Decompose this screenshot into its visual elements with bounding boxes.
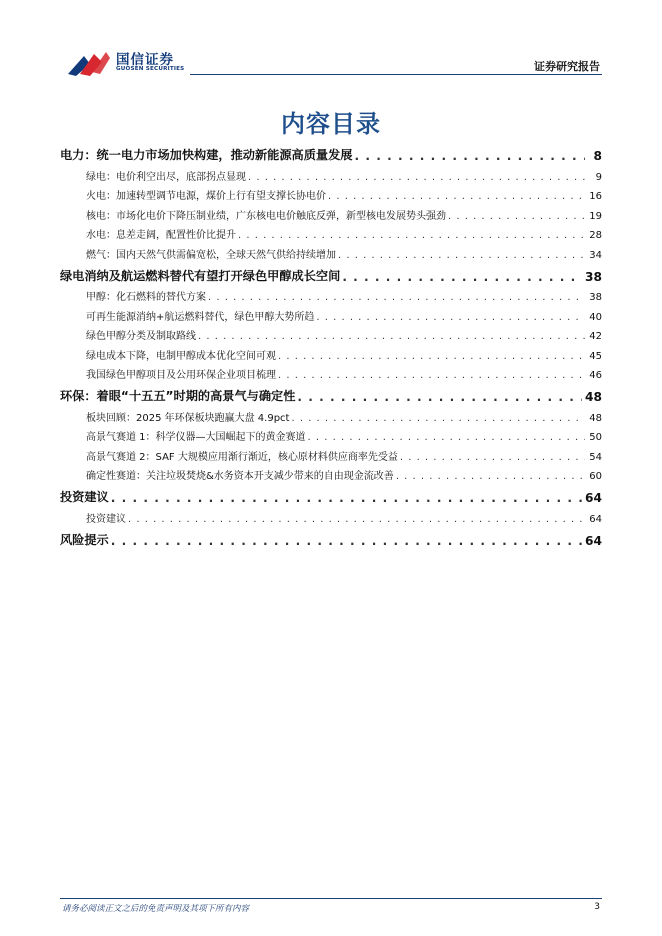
toc-dot-leader — [297, 390, 582, 404]
toc-dot-leader — [278, 351, 585, 362]
toc-entry-title: 电力：统一电力市场加快构建，推动新能源高质量发展 — [60, 148, 353, 162]
toc-entry-title: 板块回顾：2025 年环保板块跑赢大盘 4.9pct — [86, 412, 290, 424]
toc-entry-page: 19 — [589, 210, 602, 222]
toc-subsection[interactable] — [60, 424, 602, 444]
toc-dot-leader — [238, 230, 585, 241]
toc-entry-title: 水电：息差走阔，配置性价比提升 — [86, 230, 236, 241]
toc-entry-title: 我国绿色甲醇项目及公用环保企业项目梳理 — [86, 370, 276, 381]
toc-entry-page: 64 — [585, 491, 602, 505]
toc-entry-page: 8 — [593, 149, 602, 163]
toc-entry-page: 46 — [589, 370, 602, 381]
toc-section[interactable] — [60, 484, 602, 505]
toc-dot-leader — [111, 534, 582, 548]
toc-subsection[interactable] — [60, 303, 602, 323]
toc-dot-leader — [198, 331, 585, 342]
toc-subsection[interactable] — [60, 163, 602, 183]
toc-subsection[interactable] — [60, 342, 602, 362]
guosen-logo-icon — [66, 48, 112, 78]
toc-title: 内容目录 — [281, 110, 381, 138]
toc-entry-title: 火电：加速转型调节电源，煤价上行有望支撑长协电价 — [86, 191, 326, 202]
toc-subsection[interactable] — [60, 362, 602, 382]
toc-section[interactable] — [60, 263, 602, 284]
toc-dot-leader — [128, 514, 585, 525]
toc-dot-leader — [208, 292, 585, 303]
toc-entry-page: 45 — [589, 350, 602, 362]
toc-entry-title: 确定性赛道：关注垃圾焚烧&水务资本开支减少带来的自由现金流改善 — [86, 471, 394, 482]
toc-entry-page: 40 — [589, 311, 602, 323]
toc-entry-page: 48 — [589, 412, 602, 424]
toc-subsection[interactable] — [60, 463, 602, 483]
toc-dot-leader — [338, 250, 585, 261]
toc-entry-page: 38 — [589, 292, 602, 303]
toc-entry-page: 9 — [595, 171, 602, 183]
logo-chinese-name: 国信证券 — [116, 52, 174, 68]
toc-subsection[interactable] — [60, 323, 602, 343]
footer-disclaimer: 请务必阅读正文之后的免责声明及其项下所有内容 — [62, 904, 250, 914]
toc-subsection[interactable] — [60, 404, 602, 424]
toc-entry-page: 50 — [589, 432, 602, 443]
toc-subsection[interactable] — [60, 284, 602, 304]
toc-dot-leader — [278, 370, 585, 381]
toc-entry-title: 环保：着眼“十五五”时期的高景气与确定性 — [60, 389, 296, 403]
toc-dot-leader — [342, 270, 582, 284]
toc-entry-title: 投资建议 — [60, 490, 109, 504]
toc-dot-leader — [400, 452, 585, 463]
toc-entry-title: 高景气赛道 1：科学仪器—大国崛起下的黄金赛道 — [86, 432, 306, 443]
toc-entry-title: 甲醇：化石燃料的替代方案 — [86, 292, 206, 303]
toc-subsection[interactable] — [60, 183, 602, 203]
logo-english-name: GUOSEN SECURITIES — [116, 66, 185, 72]
toc-dot-leader — [111, 491, 582, 505]
company-logo — [66, 48, 186, 78]
toc-entry-title: 绿电消纳及航运燃料替代有望打开绿色甲醇成长空间 — [60, 268, 341, 283]
toc-entry-page: 64 — [585, 533, 602, 548]
toc-section[interactable] — [60, 142, 602, 163]
toc-subsection[interactable] — [60, 241, 602, 261]
toc-entry-page: 60 — [589, 471, 602, 482]
toc-entry-title: 燃气：国内天然气供需偏宽松，全球天然气供给持续增加 — [86, 249, 336, 261]
toc-entry-page: 54 — [589, 451, 602, 463]
toc-entry-page: 16 — [589, 191, 602, 202]
report-type-label: 证券研究报告 — [534, 60, 600, 73]
toc-subsection[interactable] — [60, 202, 602, 222]
toc-section[interactable] — [60, 527, 602, 548]
table-of-contents — [60, 140, 602, 548]
toc-entry-page: 42 — [589, 331, 602, 342]
page-number: 3 — [594, 902, 600, 912]
toc-dot-leader — [448, 211, 585, 222]
toc-entry-page: 64 — [589, 513, 602, 525]
toc-subsection[interactable] — [60, 443, 602, 463]
toc-dot-leader — [355, 149, 586, 163]
header-divider — [190, 74, 602, 75]
toc-dot-leader — [248, 172, 585, 183]
toc-subsection[interactable] — [60, 505, 602, 525]
toc-dot-leader — [328, 191, 585, 202]
toc-dot-leader — [396, 471, 585, 482]
page-header — [0, 0, 662, 80]
toc-dot-leader — [291, 413, 585, 424]
footer-divider — [60, 898, 602, 899]
toc-entry-title: 高景气赛道 2：SAF 大规模应用渐行渐近，核心原材料供应商率先受益 — [86, 451, 398, 463]
toc-section[interactable] — [60, 383, 602, 404]
toc-entry-title: 风险提示 — [60, 532, 109, 547]
toc-entry-title: 核电：市场化电价下降压制业绩，广东核电电价触底反弹，新型核电发展势头强劲 — [86, 210, 446, 222]
toc-dot-leader — [308, 432, 585, 443]
toc-entry-title: 绿电：电价利空出尽，底部拐点显现 — [86, 171, 246, 183]
toc-entry-page: 38 — [585, 269, 602, 284]
toc-subsection[interactable] — [60, 222, 602, 242]
toc-entry-title: 绿色甲醇分类及制取路线 — [86, 331, 196, 342]
toc-entry-page: 28 — [589, 230, 602, 241]
toc-entry-page: 34 — [589, 249, 602, 261]
toc-entry-title: 绿电成本下降，电制甲醇成本优化空间可观 — [86, 350, 276, 362]
toc-entry-title: 投资建议 — [86, 513, 126, 525]
toc-dot-leader — [316, 312, 585, 323]
toc-entry-title: 可再生能源消纳+航运燃料替代，绿色甲醇大势所趋 — [86, 311, 315, 323]
toc-entry-page: 48 — [585, 390, 602, 404]
